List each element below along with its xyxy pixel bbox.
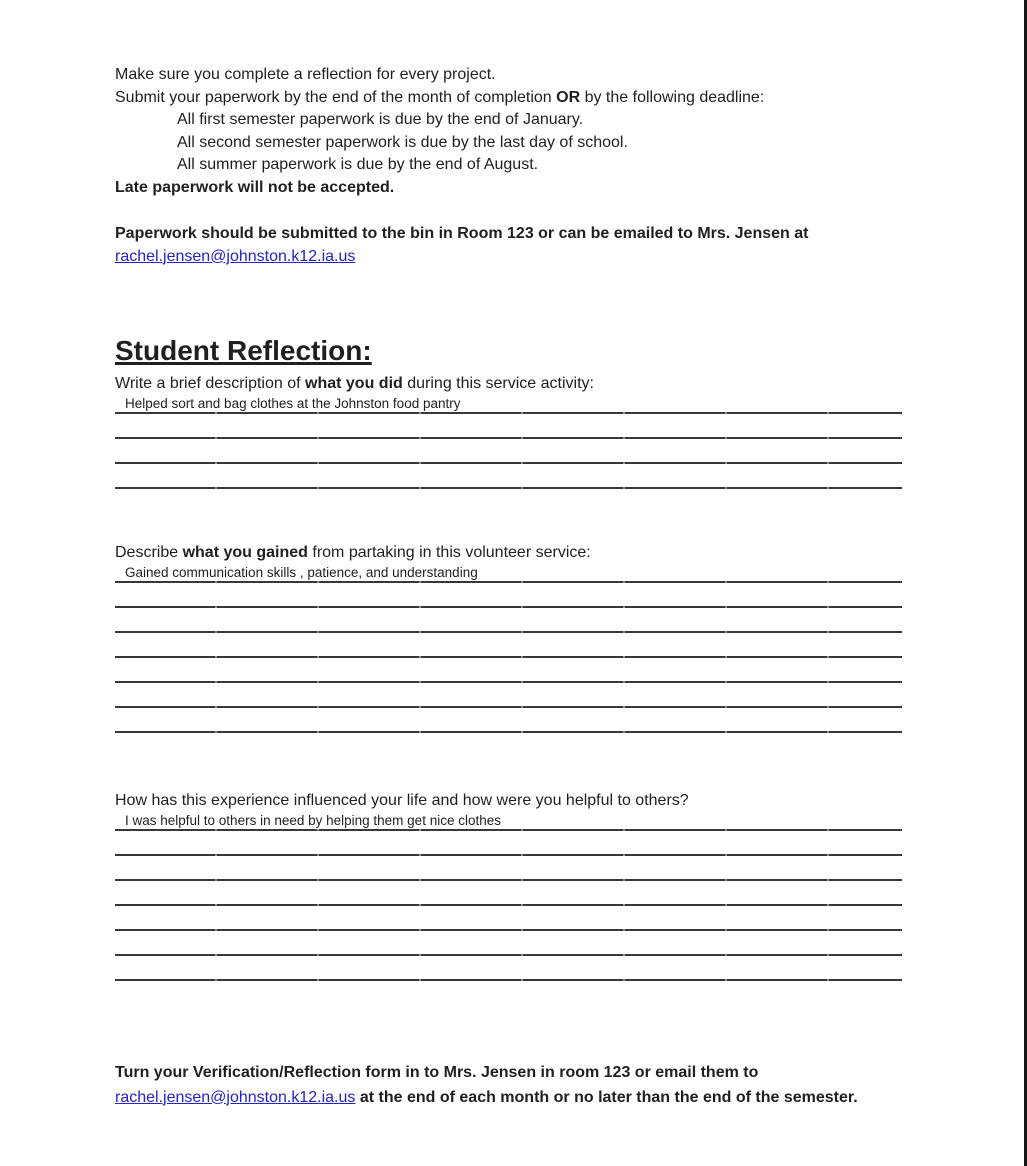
answer-blank-line[interactable] [115, 956, 902, 981]
question-2-post: from partaking in this volunteer service: [307, 543, 591, 561]
question-2-bold: what you gained [182, 543, 308, 561]
answer-blank-line[interactable] [115, 583, 902, 608]
closing-pre: Turn your Verification/Reflection form in to Mrs. Jensen in room 123 or email them to [115, 1063, 759, 1081]
question-2-pre: Describe [115, 543, 183, 561]
answer-blank-line[interactable] [115, 906, 902, 931]
closing-post: at the end of each month or no later than the end of the semester. [355, 1088, 858, 1106]
answer-blank-line[interactable] [115, 608, 902, 633]
answer-blank-line[interactable] [115, 881, 902, 906]
answer-blank-line[interactable] [115, 439, 902, 464]
question-3-pre: How has this experience influenced your life and how were you helpful to others? [115, 791, 689, 809]
question-1-post: during this service activity: [402, 374, 594, 392]
submission-paragraph [115, 222, 902, 268]
question-2-prompt [115, 541, 902, 564]
submission-email-link[interactable]: rachel.jensen@johnston.k12.ia.us [115, 247, 356, 265]
question-block-3 [115, 789, 902, 981]
answer-blank-line[interactable] [115, 464, 902, 489]
answer-blank-line[interactable] [115, 708, 902, 733]
question-1-answer-text: Helped sort and bag clothes at the Johnston food pantry [125, 395, 461, 411]
question-1-bold: what you did [305, 374, 403, 392]
answer-blank-line[interactable] [115, 831, 902, 856]
question-block-2 [115, 541, 902, 733]
deadline-second-semester: All second semester paperwork is due by the last day of school. [177, 133, 628, 151]
question-3-blank-lines [115, 831, 902, 981]
answer-blank-line[interactable] [115, 633, 902, 658]
question-3-prompt [115, 789, 902, 812]
question-1-pre: Write a brief description of [115, 374, 306, 392]
intro-line-2-pre: Submit your paperwork by the end of the month of completion [115, 88, 557, 106]
closing-email-link[interactable]: rachel.jensen@johnston.k12.ia.us [115, 1088, 356, 1106]
question-block-1 [115, 372, 902, 489]
question-1-prompt [115, 372, 902, 395]
submission-text: Paperwork should be submitted to the bin in Room 123 or can be emailed to Mrs. Jensen at [115, 224, 809, 242]
deadline-first-semester: All first semester paperwork is due by the end of January. [177, 111, 584, 129]
student-reflection-heading: Student Reflection: [115, 334, 372, 366]
question-3-answer-line[interactable] [115, 812, 902, 831]
deadline-summer: All summer paperwork is due by the end of August. [177, 156, 539, 174]
intro-line-2-post: by the following deadline: [580, 88, 765, 106]
question-3-answer-text: I was helpful to others in need by helping them get nice clothes [125, 812, 501, 828]
answer-blank-line[interactable] [115, 931, 902, 956]
document-page [115, 64, 902, 1110]
answer-blank-line[interactable] [115, 658, 902, 683]
intro-line-1: Make sure you complete a reflection for every project. [115, 66, 496, 83]
answer-blank-line[interactable] [115, 683, 902, 708]
intro-paragraph [115, 64, 902, 200]
closing-paragraph [115, 1061, 907, 1110]
intro-line-2 [115, 87, 902, 110]
answer-blank-line[interactable] [115, 414, 902, 439]
question-1-blank-lines [115, 414, 902, 489]
late-paperwork-notice: Late paperwork will not be accepted. [115, 178, 395, 196]
question-2-answer-text: Gained communication skills , patience, and understanding [125, 564, 478, 580]
question-2-blank-lines [115, 583, 902, 733]
answer-blank-line[interactable] [115, 856, 902, 881]
intro-line-2-or: OR [556, 88, 581, 106]
question-1-answer-line[interactable] [115, 395, 902, 414]
question-2-answer-line[interactable] [115, 564, 902, 583]
